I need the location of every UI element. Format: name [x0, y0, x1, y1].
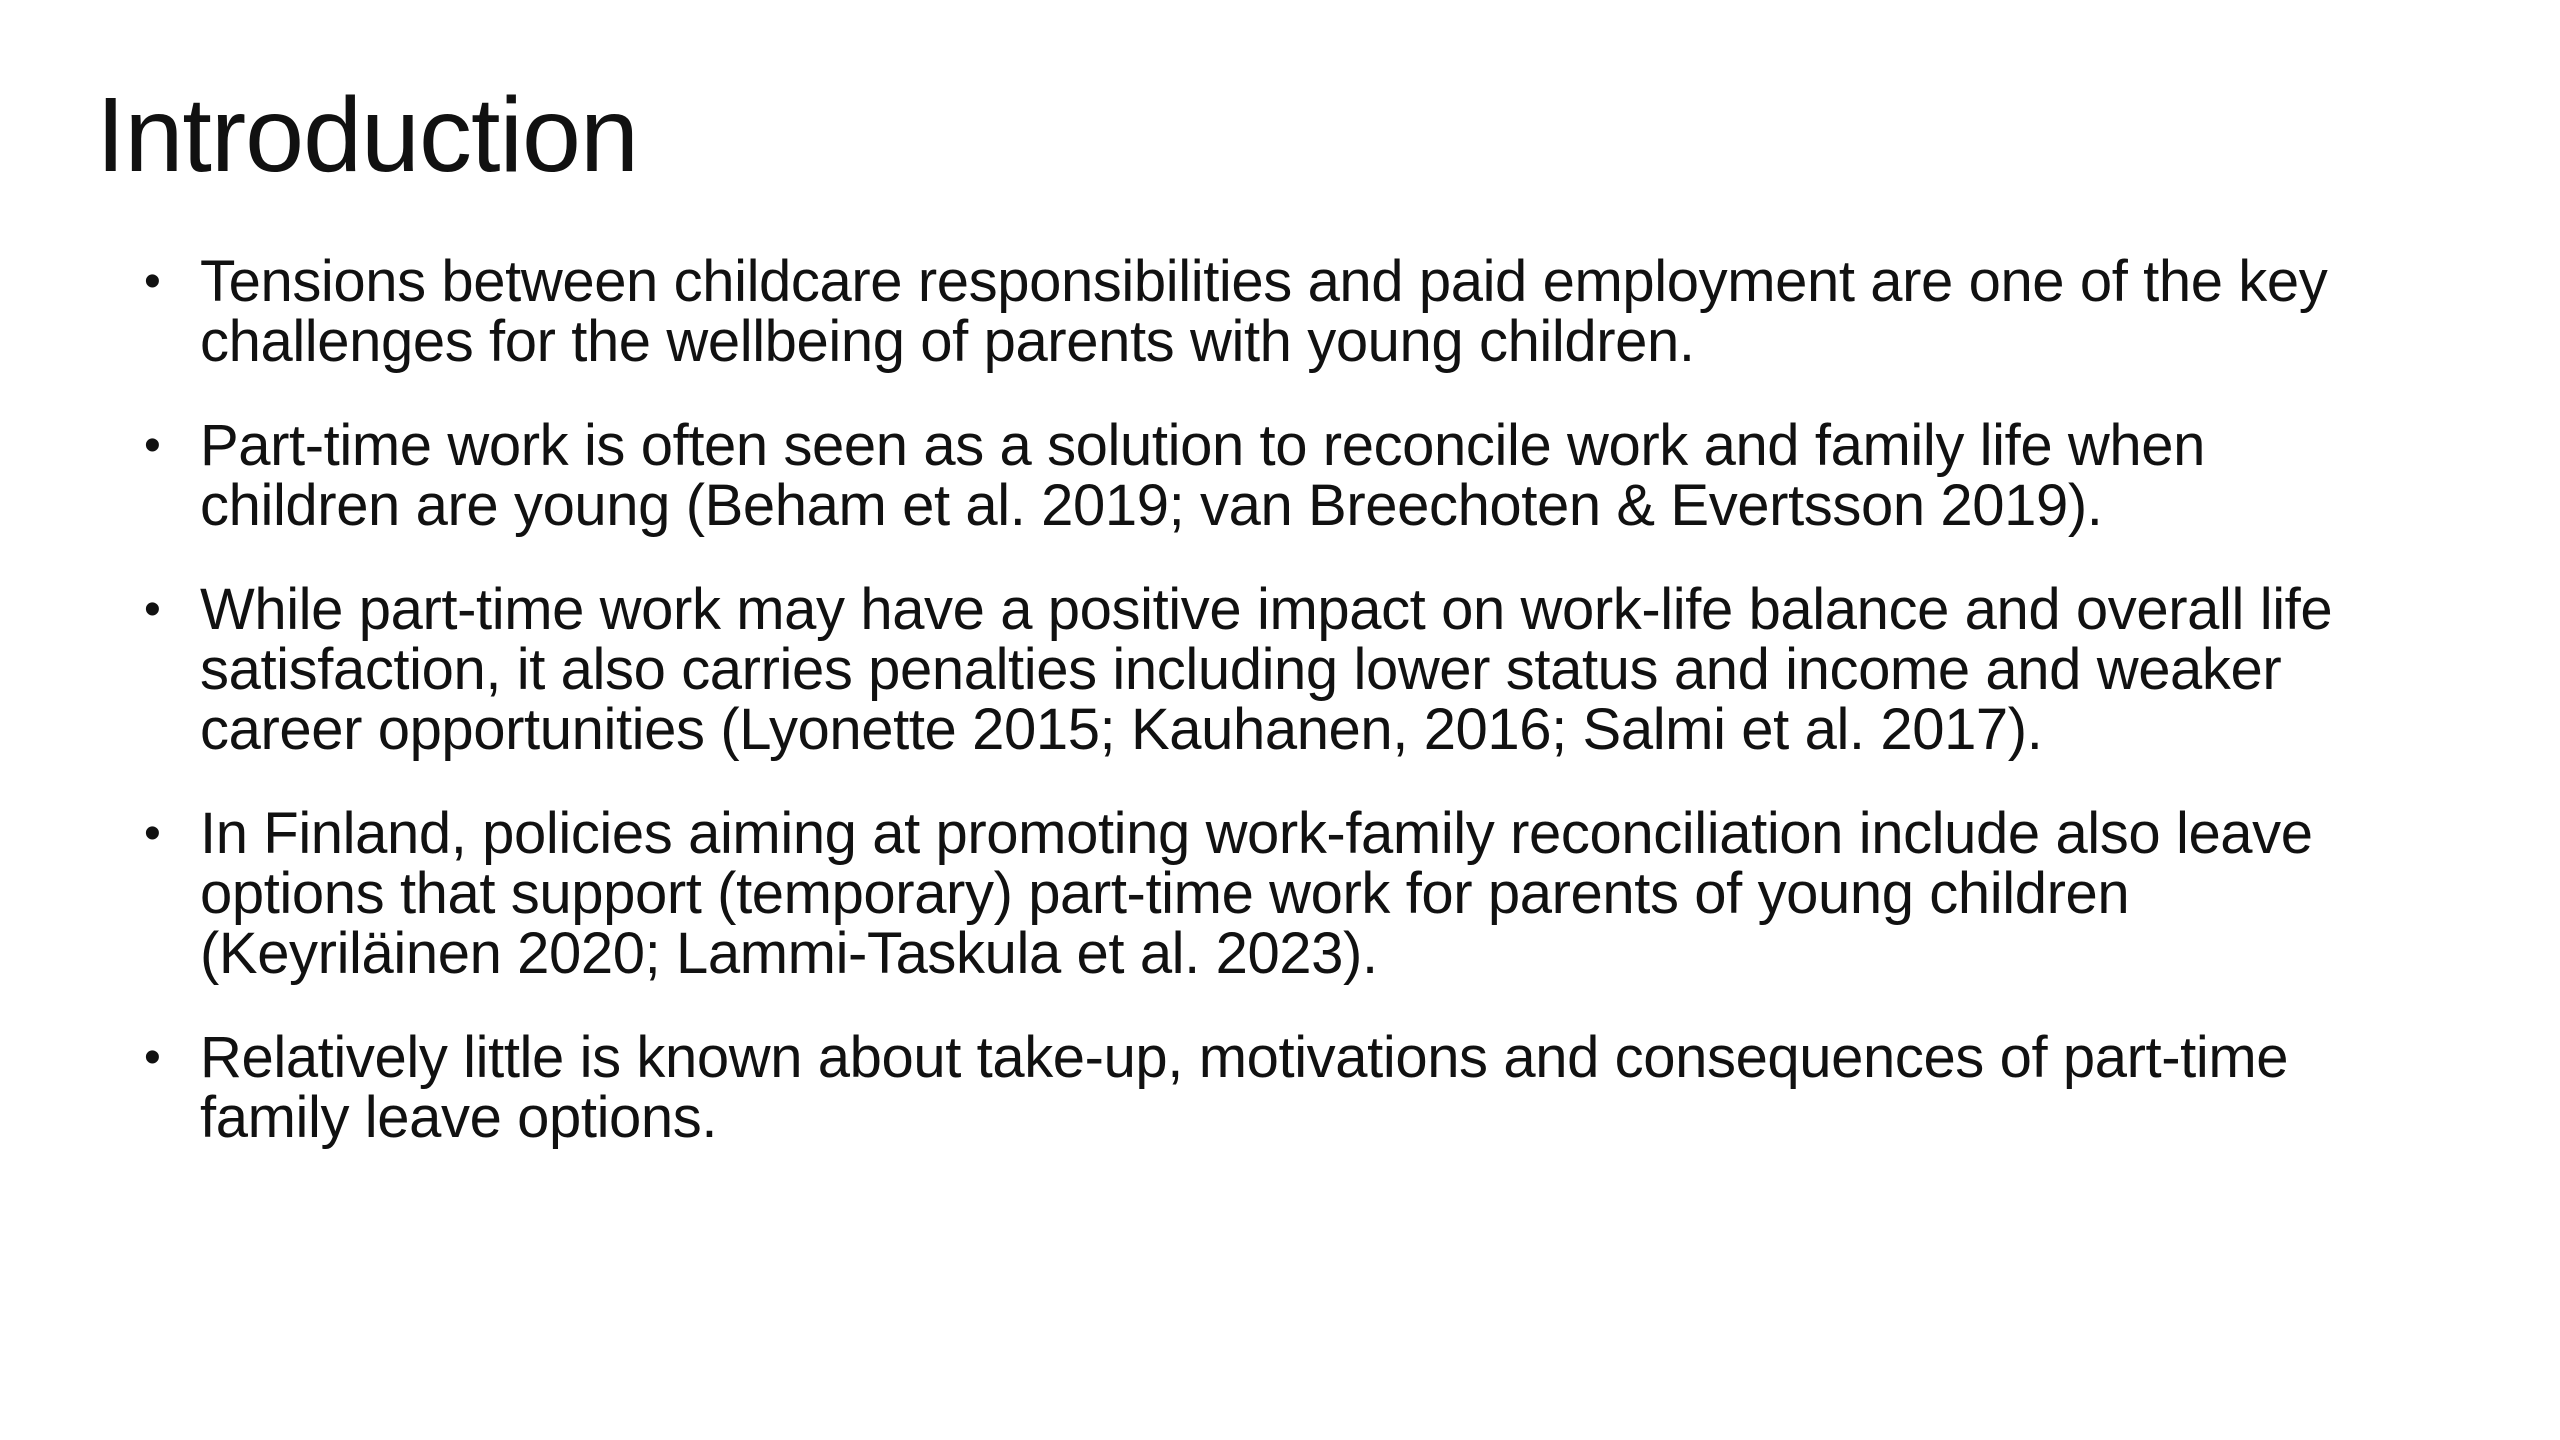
slide-title: Introduction [96, 76, 638, 194]
bullet-text: Relatively little is known about take-up, motivations and consequences of part-time family leave options. [200, 1025, 2289, 1150]
bullet-text: Part-time work is often seen as a solution to reconcile work and family life when children are young (Beham et al. 2019; van Breechoten & Evertsson 2019). [200, 413, 2205, 538]
bullet-dot-icon: • [144, 419, 161, 472]
bullet-text: In Finland, policies aiming at promoting work-family reconciliation include also leave options that support (temporary) part-time work for parents of young children (Keyriläinen 2020; Lammi-Taskula et al. 2023). [200, 801, 2313, 986]
bullet-item [140, 577, 2400, 762]
bullet-dot-icon: • [144, 255, 161, 308]
bullet-dot-icon: • [144, 1031, 161, 1084]
bullet-item [140, 249, 2400, 374]
bullet-dot-icon: • [144, 807, 161, 860]
bullet-dot-icon: • [144, 583, 161, 636]
bullet-text: Tensions between childcare responsibilities and paid employment are one of the key challenges for the wellbeing of parents with young children. [200, 249, 2328, 374]
bullet-item [140, 413, 2400, 538]
bullet-item [140, 1025, 2400, 1150]
bullet-text: While part-time work may have a positive impact on work-life balance and overall life satisfaction, it also carries penalties including lower status and income and weaker career opportunities (Lyonette 2015; Kauhanen, 2016; Salmi et al. 2017). [200, 577, 2333, 762]
bullet-item [140, 801, 2400, 986]
bullet-list [140, 249, 2400, 1192]
